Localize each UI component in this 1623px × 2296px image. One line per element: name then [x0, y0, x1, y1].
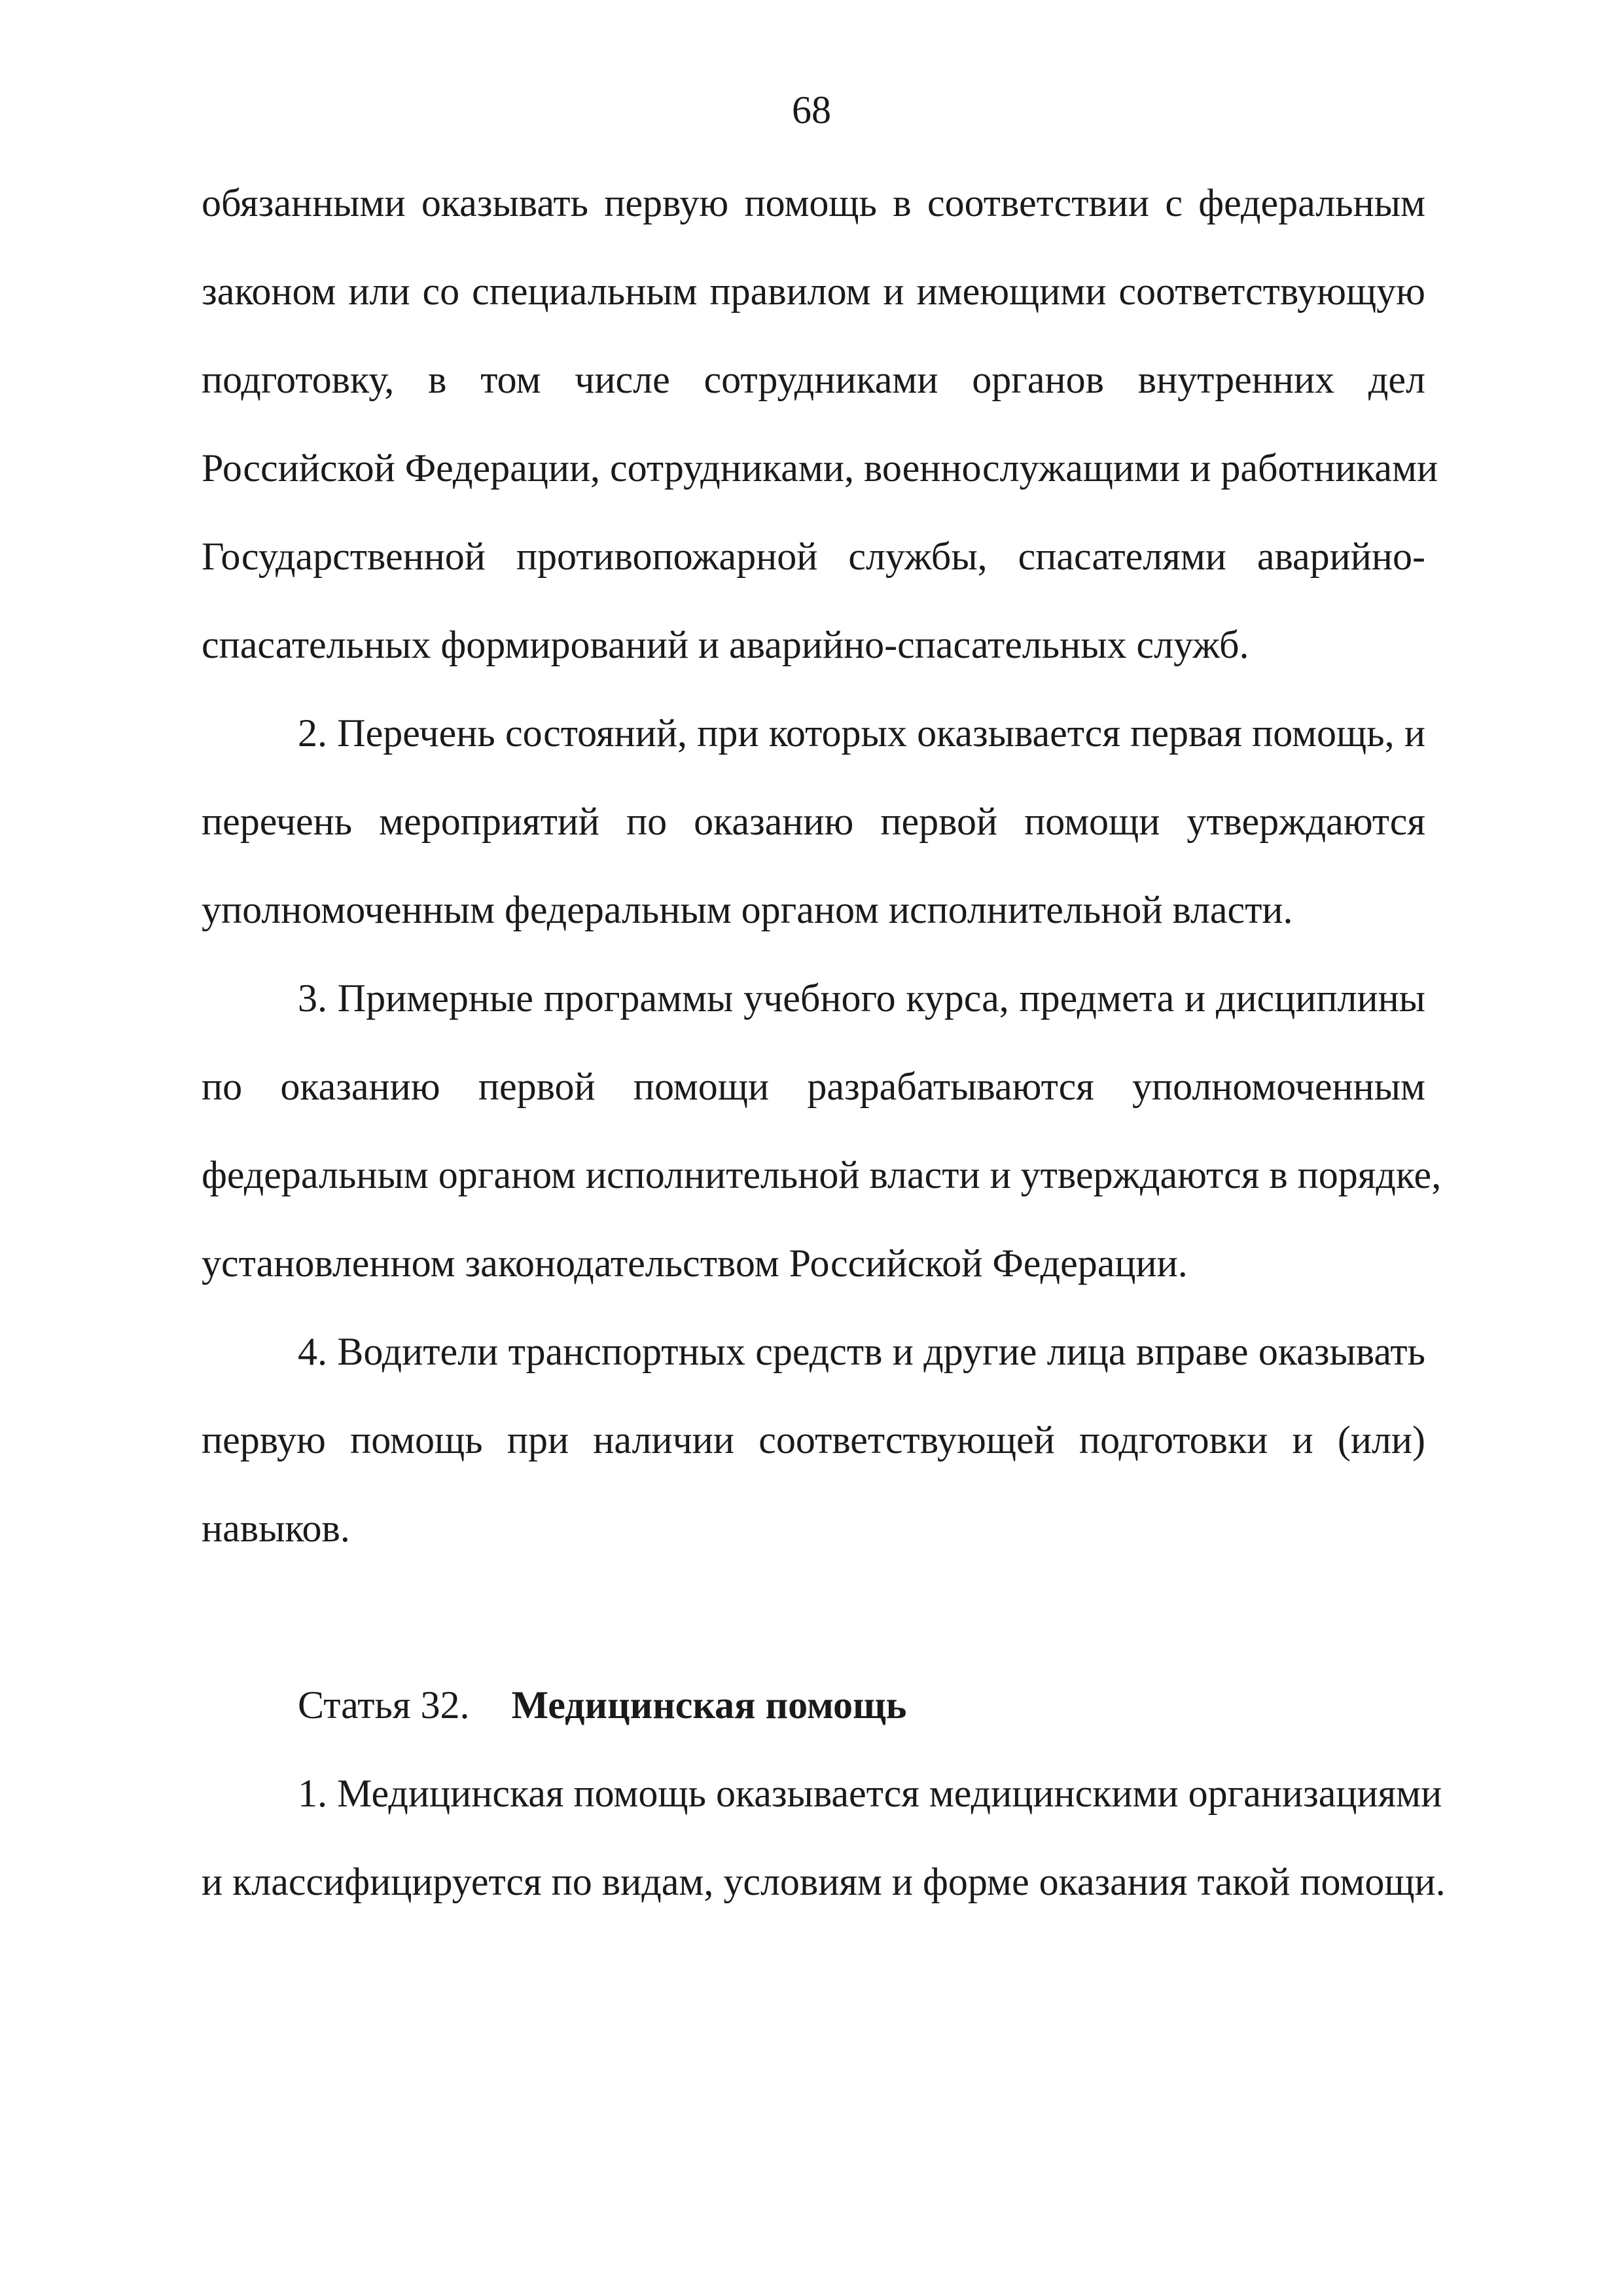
- article-heading: [298, 1679, 1425, 1731]
- text-line: первую помощь при наличии соответствующей подготовки и (или): [202, 1418, 1425, 1462]
- text-line: и классифицируется по видам, условиям и форме оказания такой помощи.: [202, 1860, 1446, 1903]
- text-line: навыков.: [202, 1507, 350, 1550]
- text-line: Государственной противопожарной службы, спасателями аварийно-: [202, 535, 1425, 578]
- page-number: 68: [792, 88, 831, 132]
- article-title: Медицинская помощь: [511, 1683, 907, 1727]
- text-line: подготовку, в том числе сотрудниками органов внутренних дел: [202, 358, 1425, 401]
- text-line: по оказанию первой помощи разрабатываются уполномоченным: [202, 1065, 1425, 1108]
- article-label: Статья 32.: [298, 1683, 470, 1727]
- paragraph-start: 3. Примерные программы учебного курса, предмета и дисциплины: [298, 977, 1425, 1020]
- text-line: Российской Федерации, сотрудниками, военнослужащими и работниками: [202, 446, 1438, 490]
- text-line: обязанными оказывать первую помощь в соответствии с федеральным: [202, 181, 1425, 224]
- text-line: уполномоченным федеральным органом исполнительной власти.: [202, 888, 1293, 931]
- paragraph-start: 2. Перечень состояний, при которых оказывается первая помощь, и: [298, 711, 1425, 755]
- paragraph-start: 1. Медицинская помощь оказывается медицинскими организациями: [298, 1772, 1442, 1815]
- paragraph-start: 4. Водители транспортных средств и другие лица вправе оказывать: [298, 1330, 1425, 1373]
- text-line: перечень мероприятий по оказанию первой помощи утверждаются: [202, 800, 1425, 843]
- text-line: законом или со специальным правилом и имеющими соответствующую: [202, 270, 1425, 313]
- text-line: спасательных формирований и аварийно-спасательных служб.: [202, 623, 1249, 666]
- text-line: федеральным органом исполнительной власти и утверждаются в порядке,: [202, 1153, 1442, 1196]
- text-line: установленном законодательством Российской Федерации.: [202, 1242, 1188, 1285]
